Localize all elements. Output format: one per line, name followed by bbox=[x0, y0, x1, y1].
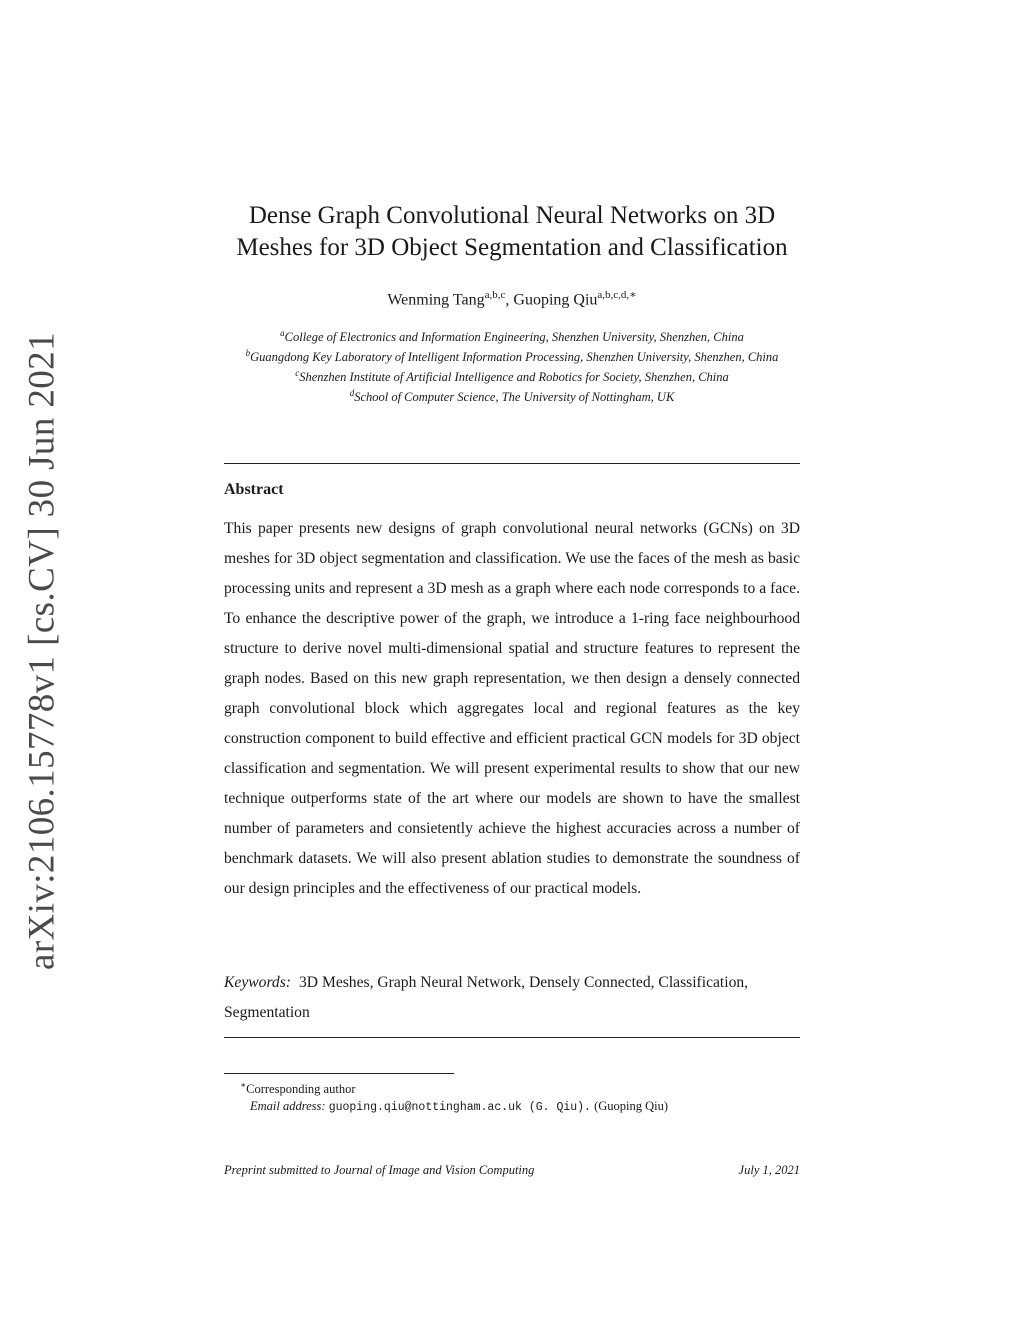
keywords-text: 3D Meshes, Graph Neural Network, Densely Connected, Classification, Segmentation bbox=[224, 974, 749, 1021]
affiliation-text: Shenzhen Institute of Artificial Intelligence and Robotics for Society, Shenzhen, China bbox=[299, 370, 729, 385]
keywords bbox=[224, 968, 800, 1028]
author-name: Guoping Qiu bbox=[513, 291, 598, 309]
corresponding-author-label: Corresponding author bbox=[246, 1082, 356, 1097]
email-label: Email address: bbox=[250, 1099, 326, 1114]
affiliation-text: School of Computer Science, The University of Nottingham, UK bbox=[354, 390, 675, 405]
arxiv-identifier: arXiv:2106.15778v1 [cs.CV] 30 Jun 2021 bbox=[21, 332, 63, 970]
affiliation-line bbox=[210, 385, 814, 405]
affiliation-marker: a bbox=[280, 328, 285, 338]
abstract-bottom-rule bbox=[224, 1037, 800, 1038]
email-address: guoping.qiu@nottingham.ac.uk (G. Qiu). bbox=[328, 1101, 591, 1115]
page-footer bbox=[224, 1163, 800, 1178]
abstract-top-rule bbox=[224, 463, 800, 464]
title-line-2: Meshes for 3D Object Segmentation and Classification bbox=[236, 234, 788, 261]
abstract-heading: Abstract bbox=[224, 481, 284, 498]
affiliation-marker: b bbox=[245, 348, 251, 359]
title-line-1: Dense Graph Convolutional Neural Networks on 3D bbox=[248, 202, 776, 229]
corresponding-author-note bbox=[240, 1077, 668, 1098]
footer-journal: Preprint submitted to Journal of Image and Vision Computing bbox=[224, 1163, 535, 1177]
footnote-marker: ∗ bbox=[240, 1080, 247, 1090]
footer-date: July 1, 2021 bbox=[738, 1163, 800, 1177]
affiliations bbox=[210, 325, 814, 406]
affiliation-marker: c bbox=[295, 368, 300, 379]
affiliation-text: Guangdong Key Laboratory of Intelligent Information Processing, Shenzhen University, Shenzhen, China bbox=[250, 350, 779, 365]
footnotes bbox=[240, 1077, 668, 1116]
keywords-label: Keywords: bbox=[224, 974, 291, 991]
affiliation-text: College of Electronics and Information Engineering, Shenzhen University, Shenzhen, China bbox=[284, 330, 744, 345]
author-name: Wenming Tang bbox=[387, 291, 485, 309]
author-affiliation-marks: a,b,c bbox=[484, 289, 506, 301]
email-owner: (Guoping Qiu) bbox=[594, 1099, 669, 1114]
paper-title bbox=[140, 200, 884, 264]
affiliation-line bbox=[210, 325, 814, 345]
footnote-rule bbox=[224, 1073, 454, 1074]
email-note bbox=[240, 1098, 668, 1116]
affiliation-line bbox=[210, 365, 814, 385]
abstract-text: This paper presents new designs of graph convolutional neural networks (GCNs) on 3D meshes for 3D object segmentation and classification. We use the faces of the mesh as basic processing units and represent a 3D mesh as a graph where each node corresponds to a face. To enhance the descriptive power of the graph, we introduce a 1-ring face neighbourhood structure to derive novel multi-dimensional spatial and structure features to represent the graph nodes. Based on this new graph representation, we then design a densely connected graph convolutional block which aggregates local and regional features as the key construction component to build effective and efficient practical GCN models for 3D object classification and segmentation. We will present experimental results to show that our new technique outperforms state of the art where our models are shown to have the smallest number of parameters and consietently achieve the highest accuracies across a number of benchmark datasets. We will also present ablation studies to demonstrate the soundness of our design principles and the effectiveness of our practical models. bbox=[224, 520, 800, 897]
affiliation-line bbox=[210, 345, 814, 365]
affiliation-marker: d bbox=[349, 388, 355, 399]
author-list: Wenming Tang$^{a,b,c}$, Guoping Qiu$^{a,b,c,d,∗}$ bbox=[387, 289, 637, 309]
author-affiliation-marks: a,b,c,d,∗ bbox=[597, 289, 637, 301]
